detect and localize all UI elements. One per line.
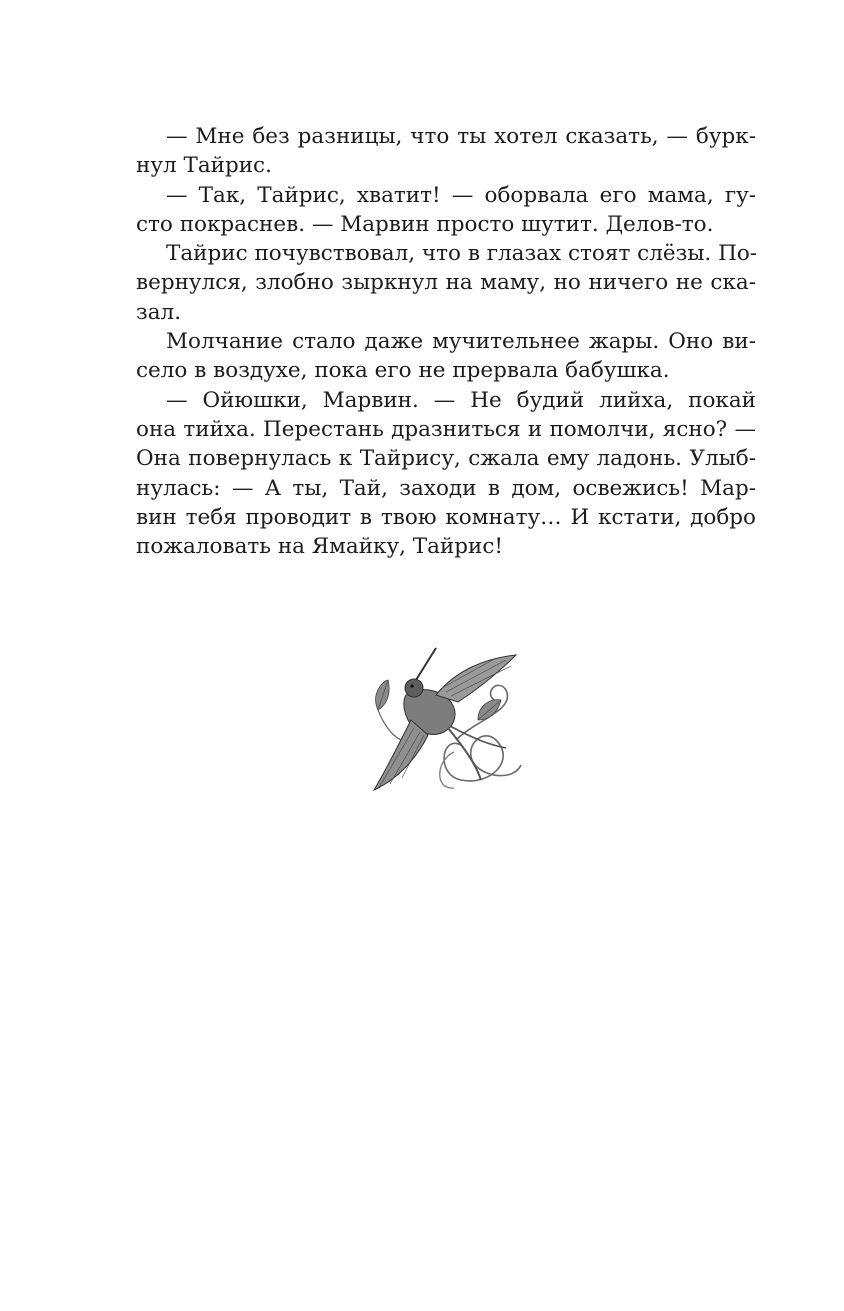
text-line: нулась: — А ты, Тай, заходи в дом, освежись! Мар- [136, 475, 756, 501]
text-line: — Так, Тайрис, хватит! — оборвала его мама, гу- [166, 182, 756, 208]
text-line: зал. [136, 299, 182, 325]
text-line: Молчание стало даже мучительнее жары. Оно ви- [166, 329, 756, 355]
text-line: она тийха. Перестань дразниться и помолчи, ясно? — [136, 416, 756, 442]
text-line: село в воздухе, пока его не прервала бабушка. [136, 358, 670, 384]
hummingbird-icon [366, 640, 526, 800]
text-line: вернулся, злобно зыркнул на маму, но ничего не ска- [136, 270, 756, 296]
text-line: сто покраснев. — Марвин просто шутит. Делов-то. [136, 211, 714, 237]
text-line: Тайрис почувствовал, что в глазах стоят слёзы. По- [166, 241, 758, 267]
text-line: Она повернулась к Тайрису, сжала ему ладонь. Улыб- [136, 446, 756, 472]
body-text [136, 122, 756, 561]
text-line: вин тебя проводит в твою комнату… И кстати, добро [136, 504, 756, 530]
text-line: пожаловать на Ямайку, Тайрис! [136, 534, 504, 560]
text-line: нул Тайрис. [136, 153, 272, 179]
text-line: — Ойюшки, Марвин. — Не будий лийха, покай [166, 387, 756, 413]
text-line: — Мне без разницы, что ты хотел сказать, — бурк- [166, 124, 756, 149]
